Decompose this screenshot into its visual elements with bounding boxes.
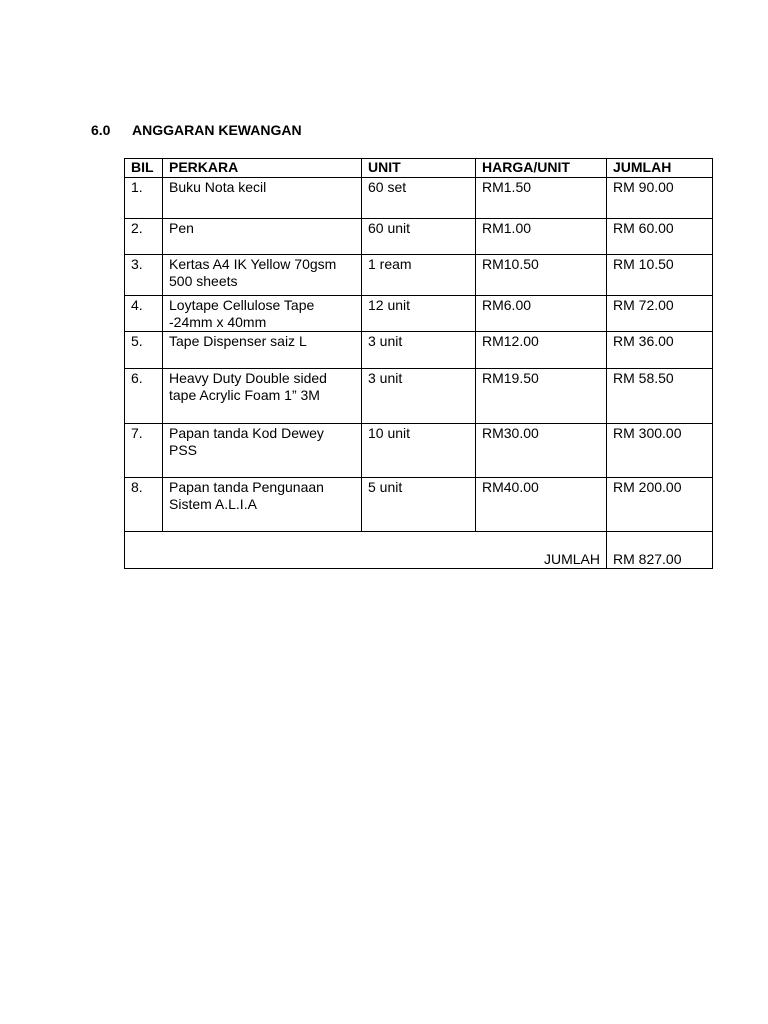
perkara-line: Tape Dispenser saiz L	[169, 333, 307, 349]
table-row	[125, 296, 713, 332]
section-heading	[91, 122, 302, 138]
cell-jumlah: RM 72.00	[607, 296, 713, 332]
table-row	[125, 178, 713, 219]
cell-jumlah: RM 10.50	[607, 255, 713, 296]
perkara-line: Heavy Duty Double sided	[169, 370, 327, 386]
cell-bil: 5.	[125, 332, 163, 369]
perkara-line: Pen	[169, 220, 194, 236]
budget-table	[124, 158, 713, 569]
cell-bil: 6.	[125, 369, 163, 424]
cell-unit: 10 unit	[362, 424, 476, 478]
perkara-line: Kertas A4 IK Yellow 70gsm	[169, 256, 337, 272]
table-row	[125, 424, 713, 478]
cell-unit: 3 unit	[362, 369, 476, 424]
perkara-line: -24mm x 40mm	[169, 314, 267, 330]
cell-bil: 8.	[125, 478, 163, 532]
cell-jumlah: RM 58.50	[607, 369, 713, 424]
cell-perkara	[163, 478, 362, 532]
header-unit: UNIT	[362, 159, 476, 178]
cell-perkara	[163, 424, 362, 478]
cell-jumlah: RM 90.00	[607, 178, 713, 219]
cell-harga: RM1.50	[476, 178, 607, 219]
cell-perkara	[163, 369, 362, 424]
perkara-line: PSS	[169, 442, 198, 458]
cell-unit: 60 unit	[362, 219, 476, 255]
table-row	[125, 369, 713, 424]
cell-bil: 2.	[125, 219, 163, 255]
cell-jumlah: RM 200.00	[607, 478, 713, 532]
total-label: JUMLAH	[125, 532, 607, 569]
cell-bil: 3.	[125, 255, 163, 296]
cell-harga: RM30.00	[476, 424, 607, 478]
header-perkara: PERKARA	[163, 159, 362, 178]
header-harga: HARGA/UNIT	[476, 159, 607, 178]
cell-unit: 12 unit	[362, 296, 476, 332]
section-number: 6.0	[91, 122, 111, 138]
cell-jumlah: RM 36.00	[607, 332, 713, 369]
cell-perkara	[163, 219, 362, 255]
table-row	[125, 219, 713, 255]
cell-unit: 60 set	[362, 178, 476, 219]
perkara-line: 500 sheets	[169, 273, 238, 289]
total-value: RM 827.00	[607, 532, 713, 569]
table-row	[125, 478, 713, 532]
header-jumlah: JUMLAH	[607, 159, 713, 178]
cell-unit: 3 unit	[362, 332, 476, 369]
cell-harga: RM12.00	[476, 332, 607, 369]
perkara-line: Papan tanda Pengunaan	[169, 479, 324, 495]
cell-bil: 7.	[125, 424, 163, 478]
cell-harga: RM19.50	[476, 369, 607, 424]
perkara-line: Loytape Cellulose Tape	[169, 297, 315, 313]
perkara-line: Buku Nota kecil	[169, 179, 267, 195]
total-row	[125, 532, 713, 569]
cell-jumlah: RM 60.00	[607, 219, 713, 255]
perkara-line: Sistem A.L.I.A	[169, 496, 257, 512]
cell-jumlah: RM 300.00	[607, 424, 713, 478]
table-row	[125, 332, 713, 369]
cell-perkara	[163, 255, 362, 296]
cell-bil: 1.	[125, 178, 163, 219]
cell-harga: RM10.50	[476, 255, 607, 296]
cell-harga: RM40.00	[476, 478, 607, 532]
cell-perkara	[163, 296, 362, 332]
cell-unit: 1 ream	[362, 255, 476, 296]
cell-bil: 4.	[125, 296, 163, 332]
table-header-row	[125, 159, 713, 178]
cell-perkara	[163, 332, 362, 369]
cell-unit: 5 unit	[362, 478, 476, 532]
perkara-line: Papan tanda Kod Dewey	[169, 425, 324, 441]
perkara-line: tape Acrylic Foam 1” 3M	[169, 387, 320, 403]
cell-harga: RM6.00	[476, 296, 607, 332]
header-bil: BIL	[125, 159, 163, 178]
cell-perkara	[163, 178, 362, 219]
table-row	[125, 255, 713, 296]
cell-harga: RM1.00	[476, 219, 607, 255]
section-title: ANGGARAN KEWANGAN	[132, 122, 302, 138]
